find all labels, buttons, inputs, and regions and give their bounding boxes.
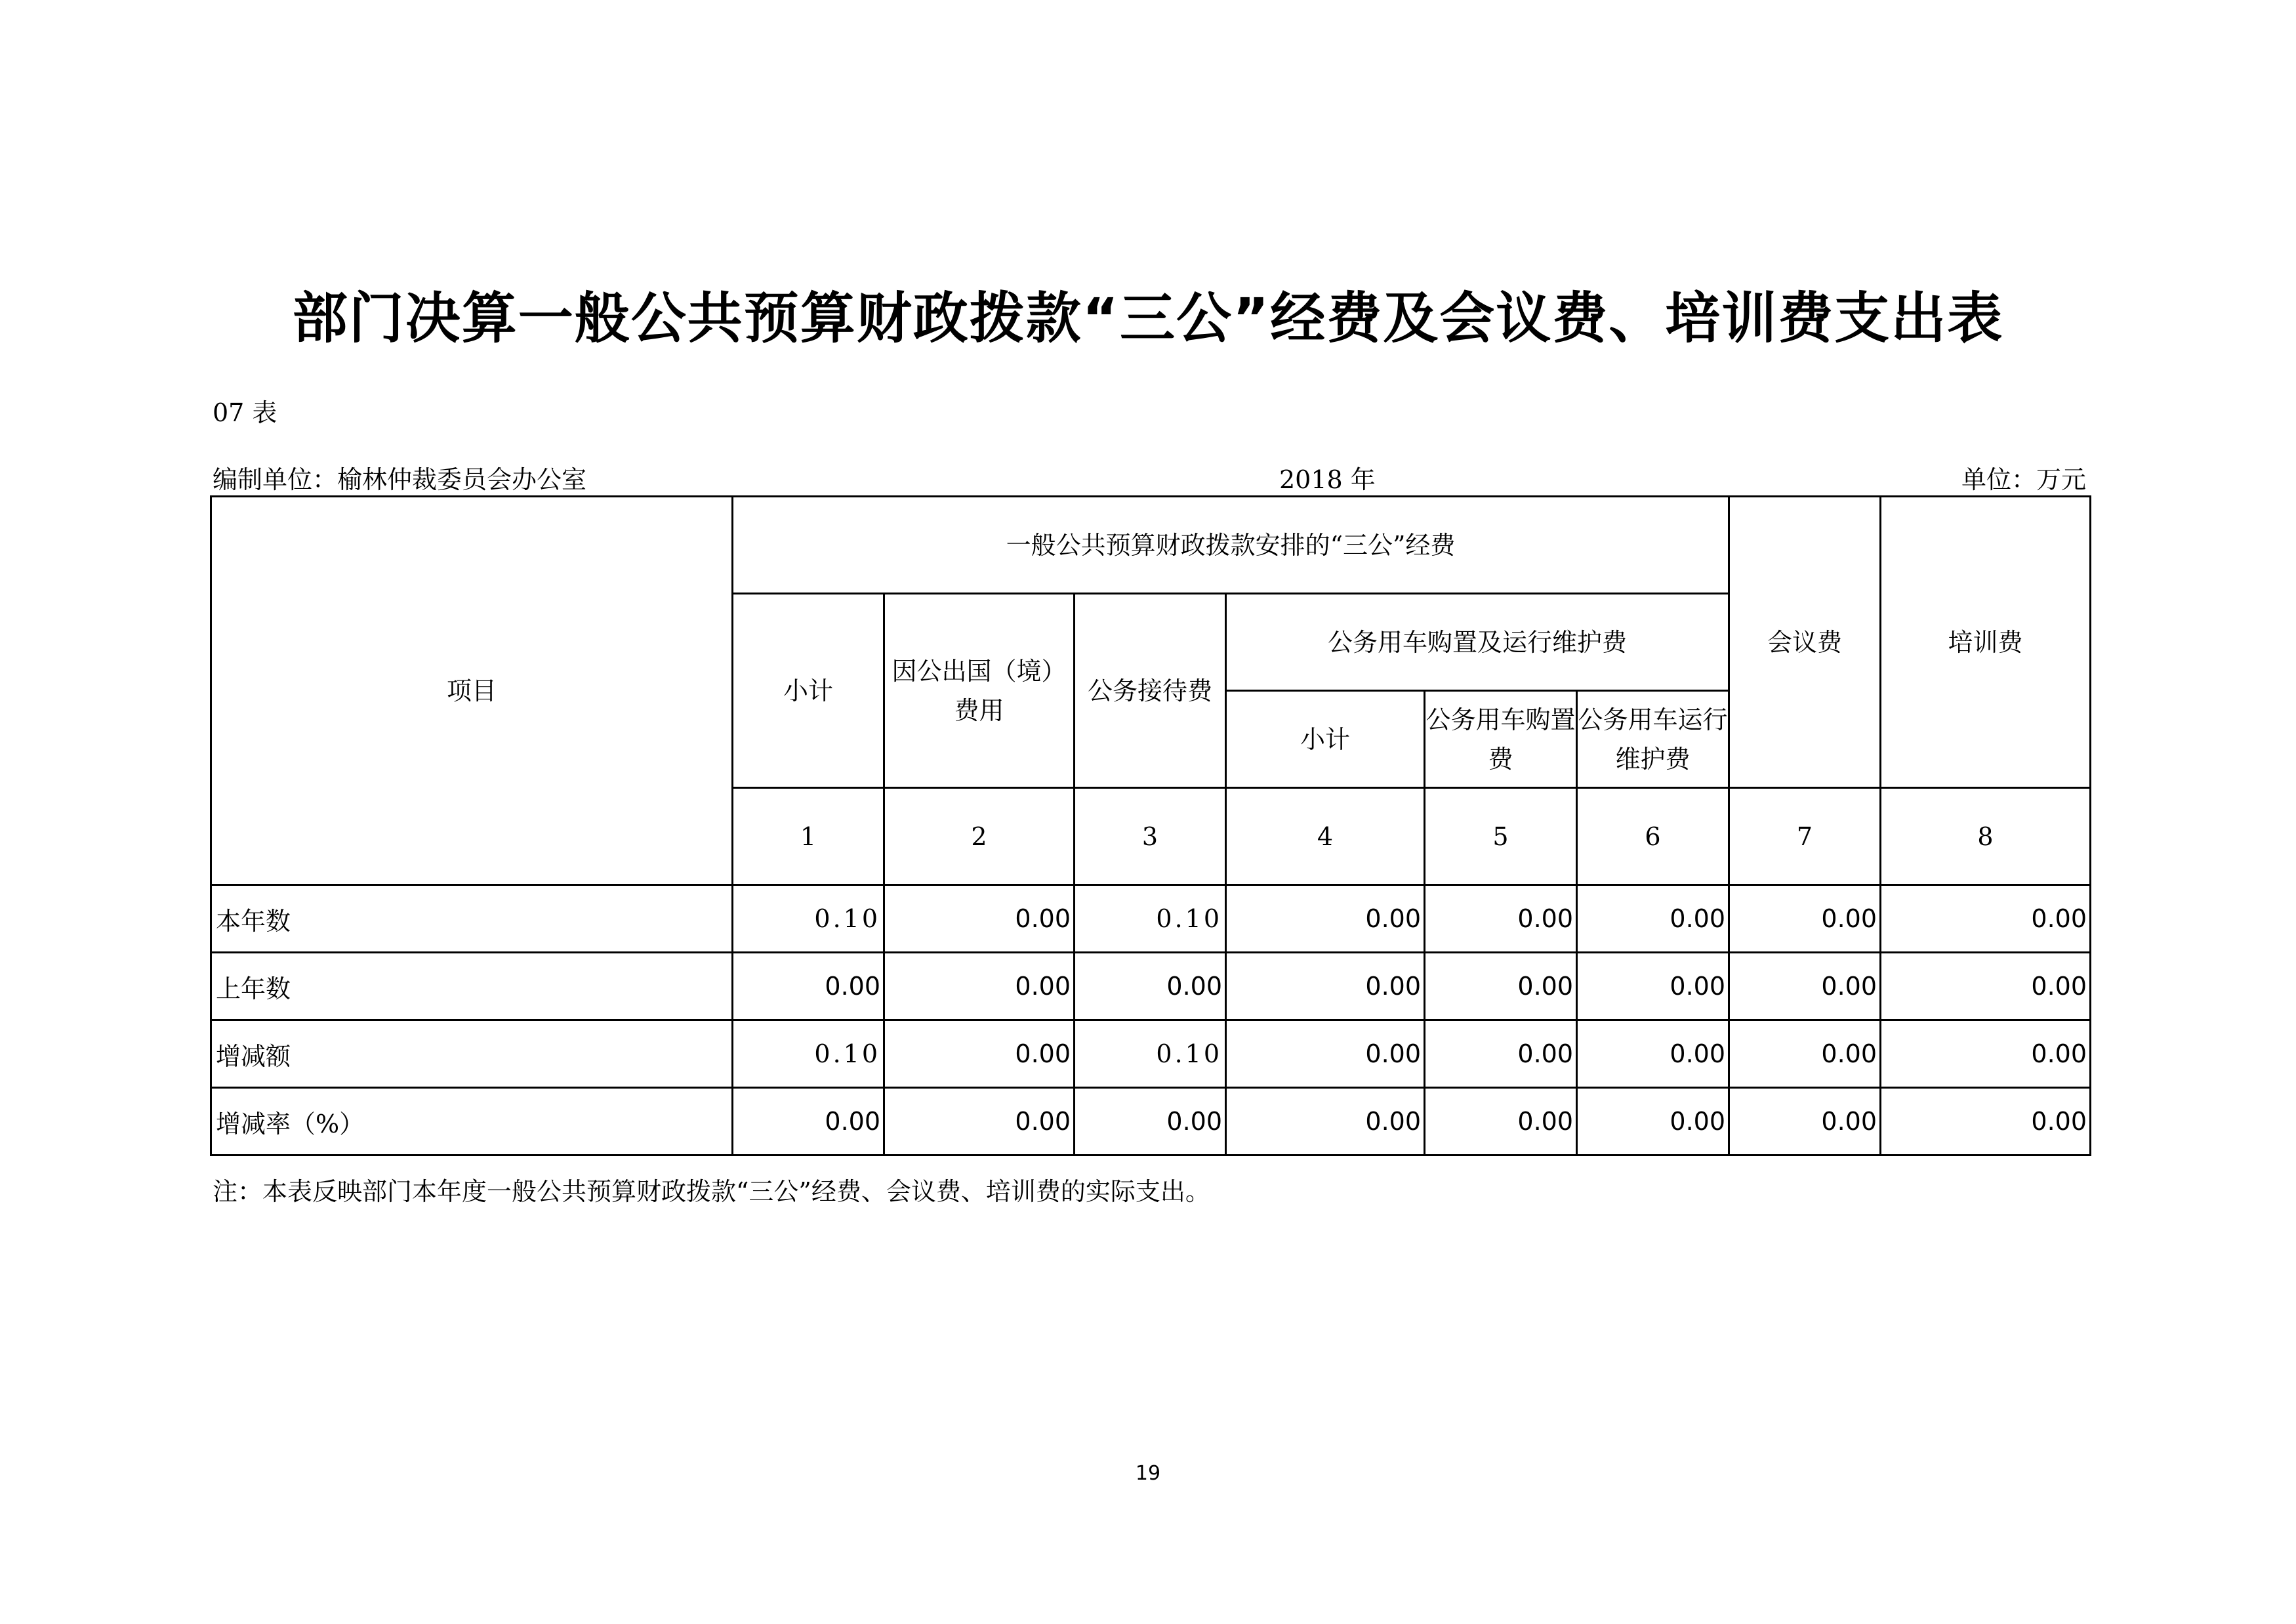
table-cell: 0.10 — [733, 885, 884, 953]
table-cell: 0.00 — [1075, 953, 1226, 1020]
col-number: 1 — [733, 788, 884, 885]
table-cell: 0.00 — [1881, 953, 2091, 1020]
page-title: 部门决算一般公共预算财政拨款“三公”经费及会议费、培训费支出表 — [292, 286, 2004, 350]
header-vehicle-operation: 公务用车运行维护费 — [1577, 691, 1729, 788]
table-cell: 0.00 — [1226, 953, 1425, 1020]
table-cell: 0.00 — [1881, 885, 2091, 953]
table-cell: 0.00 — [884, 885, 1075, 953]
col-number: 7 — [1729, 788, 1881, 885]
table-cell: 0.00 — [1577, 1088, 1729, 1156]
table-number: 07 表 — [213, 398, 277, 427]
table-cell: 0.00 — [733, 953, 884, 1020]
table-cell: 0.00 — [1881, 1088, 2091, 1156]
table-row — [211, 1088, 2091, 1156]
table-cell: 0.00 — [1425, 953, 1577, 1020]
table-cell: 0.00 — [884, 1020, 1075, 1088]
table-cell: 0.00 — [1577, 885, 1729, 953]
table-row — [211, 953, 2091, 1020]
col-number: 8 — [1881, 788, 2091, 885]
col-number: 5 — [1425, 788, 1577, 885]
header-abroad: 因公出国（境）费用 — [884, 594, 1075, 788]
expenditure-table — [210, 495, 2091, 1156]
table-cell: 0.10 — [733, 1020, 884, 1088]
col-number: 6 — [1577, 788, 1729, 885]
header-vehicle-group: 公务用车购置及运行维护费 — [1226, 594, 1729, 691]
table-cell: 0.00 — [1729, 1088, 1881, 1156]
table-cell: 0.00 — [1226, 1020, 1425, 1088]
header-training: 培训费 — [1881, 497, 2091, 788]
row-label: 上年数 — [211, 953, 733, 1020]
header-reception: 公务接待费 — [1075, 594, 1226, 788]
table-cell: 0.00 — [1226, 885, 1425, 953]
table-cell: 0.00 — [1226, 1088, 1425, 1156]
table-note: 注：本表反映部门本年度一般公共预算财政拨款“三公”经费、会议费、培训费的实际支出。 — [213, 1177, 1210, 1206]
col-number: 4 — [1226, 788, 1425, 885]
table-cell: 0.00 — [1729, 953, 1881, 1020]
header-vehicle-subtotal: 小计 — [1226, 691, 1425, 788]
table-cell: 0.00 — [1729, 885, 1881, 953]
report-year: 2018 年 — [1279, 465, 1376, 494]
header-sangong-group: 一般公共预算财政拨款安排的“三公”经费 — [733, 497, 1729, 594]
col-number: 2 — [884, 788, 1075, 885]
header-meeting: 会议费 — [1729, 497, 1881, 788]
table-cell: 0.00 — [884, 1088, 1075, 1156]
table-row — [211, 1020, 2091, 1088]
compiling-unit: 编制单位：榆林仲裁委员会办公室 — [213, 465, 587, 494]
table-cell: 0.10 — [1075, 1020, 1226, 1088]
table-cell: 0.00 — [1425, 1088, 1577, 1156]
row-label: 增减率（%） — [211, 1088, 733, 1156]
header-subtotal: 小计 — [733, 594, 884, 788]
header-item: 项目 — [211, 497, 733, 885]
table-cell: 0.00 — [1425, 1020, 1577, 1088]
table-cell: 0.00 — [1577, 1020, 1729, 1088]
page-number: 19 — [1135, 1462, 1161, 1485]
currency-unit: 单位：万元 — [1961, 465, 2086, 494]
table-cell: 0.00 — [884, 953, 1075, 1020]
table-cell: 0.00 — [1075, 1088, 1226, 1156]
table-row — [211, 885, 2091, 953]
table-cell: 0.00 — [1881, 1020, 2091, 1088]
table-cell: 0.00 — [1729, 1020, 1881, 1088]
table-cell: 0.10 — [1075, 885, 1226, 953]
header-vehicle-purchase: 公务用车购置费 — [1425, 691, 1577, 788]
row-label: 增减额 — [211, 1020, 733, 1088]
table-cell: 0.00 — [1425, 885, 1577, 953]
col-number: 3 — [1075, 788, 1226, 885]
table-cell: 0.00 — [733, 1088, 884, 1156]
row-label: 本年数 — [211, 885, 733, 953]
table-cell: 0.00 — [1577, 953, 1729, 1020]
